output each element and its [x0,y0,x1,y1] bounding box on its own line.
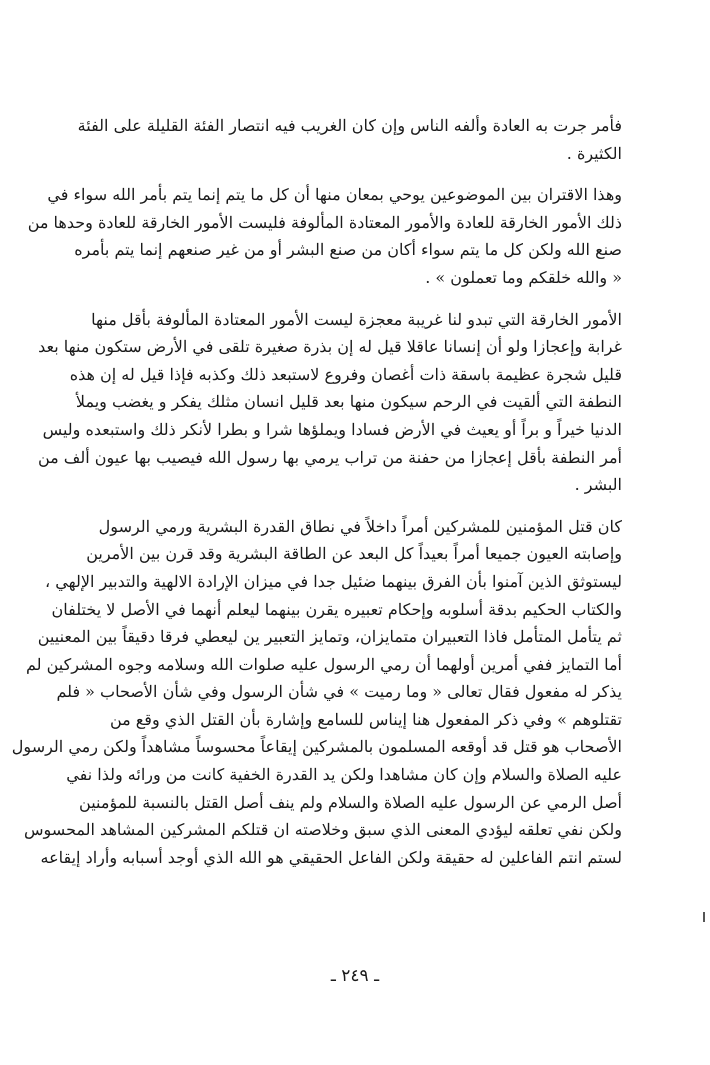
text-line: لستم انتم الفاعلين له حقيقة ولكن الفاعل الحقيقي هو الله الذي أوجد أسبابه وأراد إيقاعه [40,847,622,867]
text-line: ثم يتأمل المتأمل فاذا التعبيران متمايزان، وتمايز التعبير ين ليعطي فرقا دقيقاً بين المعنيين [37,627,622,647]
paragraph [11,513,622,872]
text-line: كان قتل المؤمنين للمشركين أمراً داخلاً في نطاق القدرة البشرية ورمي الرسول [98,516,622,536]
text-line: ولكن نفي تعلقه ليؤدي المعنى الذي سبق وخلاصته ان قتلكم المشركين المشاهد المحسوس [24,820,622,840]
text-line: البشر . [574,475,622,495]
text-line: أما التمايز ففي أمرين أولهما أن رمي الرسول عليه صلوات الله وسلامه وجوه المشركين لم [25,654,622,674]
text-line: الدنيا خيراً و براً أو يعيث في الأرض فسادا ويملؤها شرا و بطرا لأنكر ذلك واستبعده وليس [42,419,622,439]
text-line: صنع الله ولكن كل ما يتم سواء أكان من صنع البشر أو من غير صنعهم إنما يتم بأمره [74,240,622,260]
text-line: يذكر له مفعول فقال تعالى « وما رميت » في شأن الرسول وفي شأن الأصحاب « فلم [56,682,622,702]
text-line: عليه الصلاة والسلام وإن كان مشاهدا ولكن يد القدرة الخفية كانت من ورائه ولذا نفي [66,765,622,785]
text-line: الأصحاب هو قتل قد أوقعه المسلمون بالمشركين إيقاعاً محسوساً مشاهداً ولكن رمي الرسول [11,737,622,757]
text-line: ليستوثق الذين آمنوا بأن الفرق بينهما ضئيل جدا في ميزان الإرادة الالهية والتدبير الإلهي ، [45,571,622,591]
paragraph [37,306,622,499]
text-line: تقتلوهم » وفي ذكر المفعول هنا إيناس للسامع وإشارة بأن القتل الذي وقع من [109,709,622,729]
text-line: الكثيرة . [566,143,622,163]
text-line: « والله خلقكم وما تعملون » . [425,267,622,287]
scan-mark [703,912,705,922]
text-line: وإصابته العيون جميعا أمراً بعيداً كل البعد عن الطاقة البشرية وقد قرن بين الأمرين [86,544,622,564]
text-line: أمر النطفة بأقل إعجازا من حفنة من تراب يرمي بها رسول الله فيصيب بها عيون ألف من [37,447,622,467]
text-line: ذلك الأمور الخارقة للعادة والأمور المعتادة المألوفة فليست الأمور الخارقة للعادة وحدها من [27,212,622,232]
text-line: غرابة وإعجازا ولو أن إنسانا عاقلا قيل له إن بذرة صغيرة تلقى في الأرض ستكون منها بعد [38,337,622,357]
page-number: ـ ٢٤٩ ـ [330,966,380,986]
text-line: قليل شجرة عظيمة باسقة ذات أغصان وفروع لاستبعد ذلك وكذبه فإذا قيل له إن هذه [69,364,622,384]
text-line: الأمور الخارقة التي تبدو لنا غريبة معجزة ليست الأمور المعتادة المألوفة بأقل منها [91,309,622,329]
paragraph [27,181,622,291]
text-line: أصل الرمي عن الرسول عليه الصلاة والسلام ولم ينف أصل القتل بالنسبة للمؤمنين [79,792,622,812]
text-line: وهذا الاقتران بين الموضوعين يوحي بمعان منها أن كل ما يتم إنما يتم بأمر الله سواء في [47,185,622,205]
page-body [11,112,622,885]
text-line: النطفة التي ألقيت في الرحم سيكون منها بعد قليل انسان مثلك يفكر و يغضب ويملأ [75,392,622,412]
paragraph [77,112,622,167]
text-line: فأمر جرت به العادة وألفه الناس وإن كان الغريب فيه انتصار الفئة القليلة على الفئة [77,116,622,135]
text-line: والكتاب الحكيم بدقة أسلوبه وإحكام تعبيره يقرن بينهما ليعلم أنهما في الأصل لا يختلفان [51,599,622,619]
